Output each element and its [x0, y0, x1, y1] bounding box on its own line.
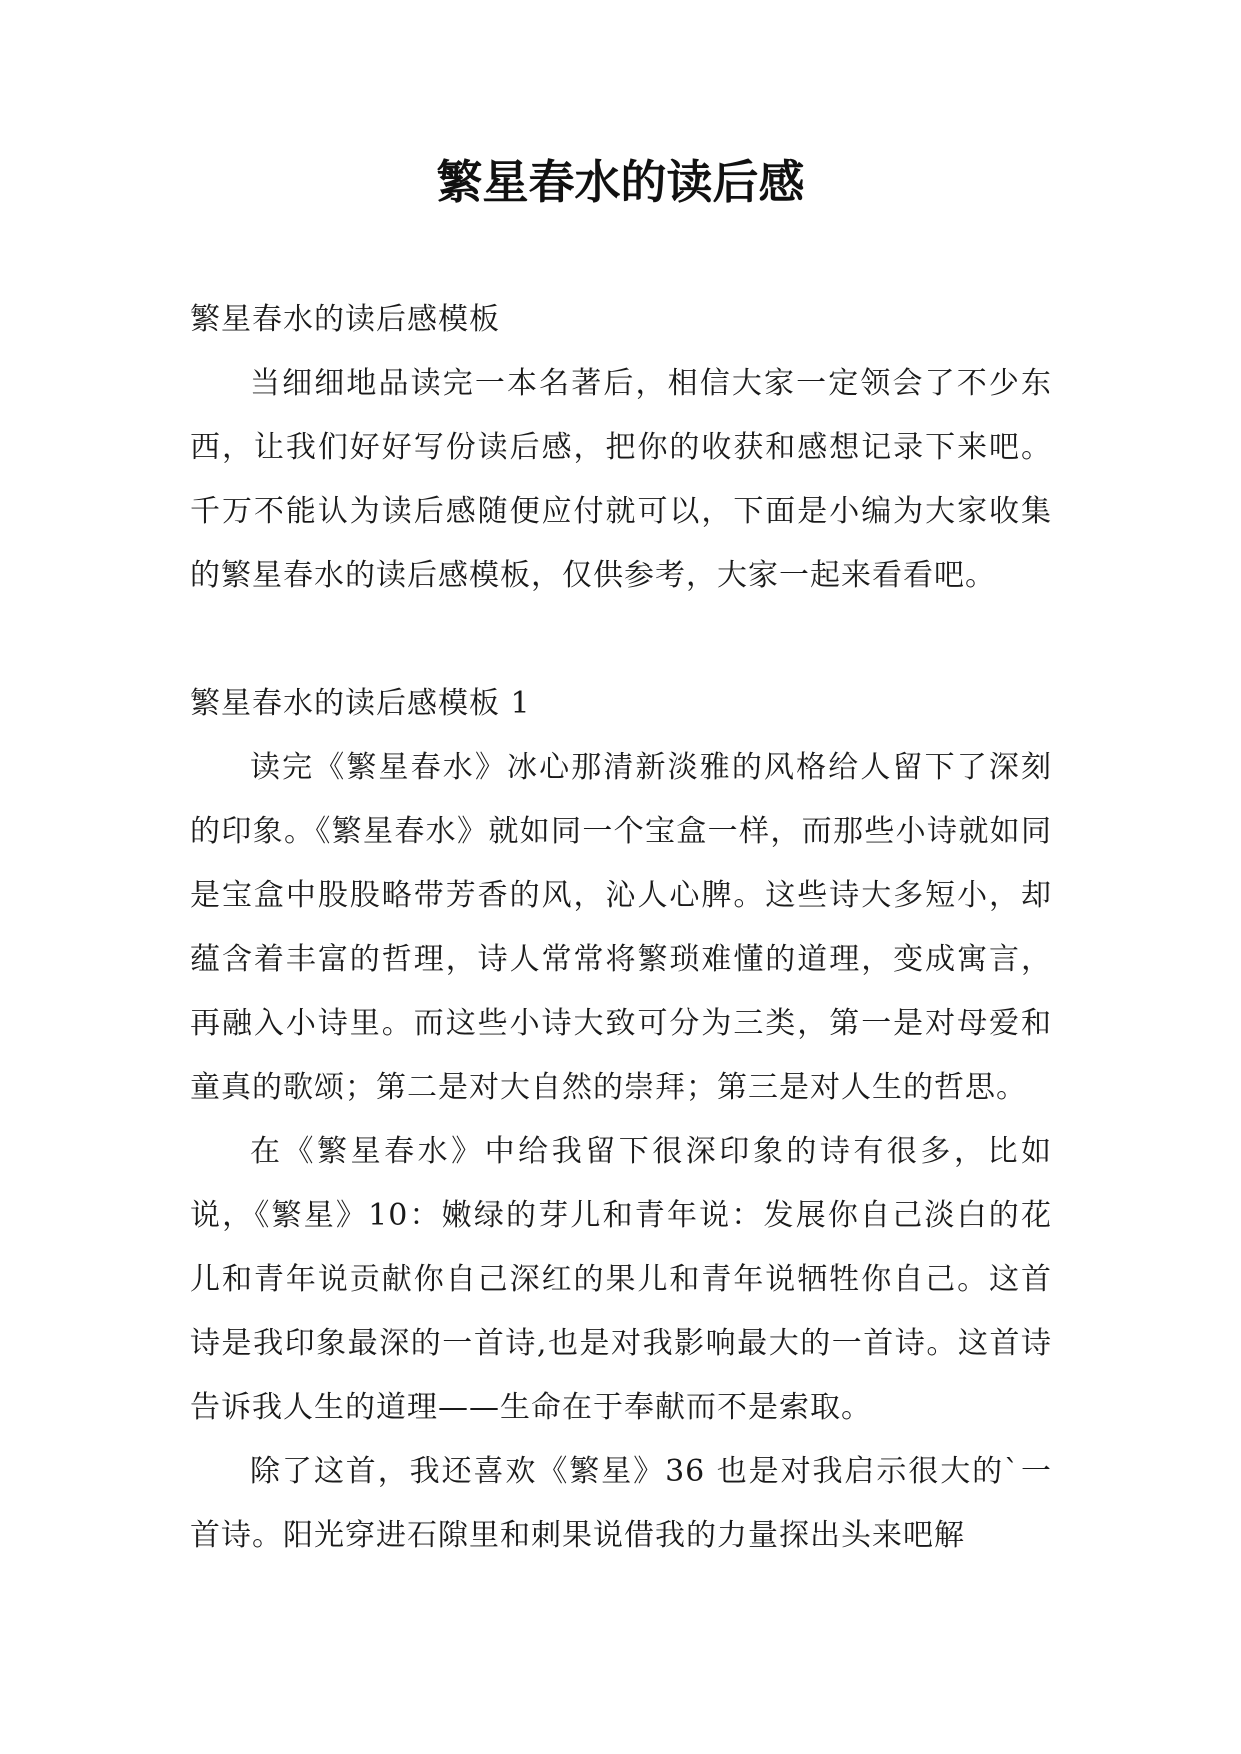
intro-paragraph: 当细细地品读完一本名著后，相信大家一定领会了不少东西，让我们好好写份读后感，把你的收获和感想记录下来吧。千万不能认为读后感随便应付就可以，下面是小编为大家收集的繁星春水的读后感模板，仅供参考，大家一起来看看吧。 [190, 366, 1052, 593]
body-paragraph: 在《繁星春水》中给我留下很深印象的诗有很多，比如说，《繁星》10：嫩绿的芽儿和青年说：发展你自己淡白的花儿和青年说贡献你自己深红的果儿和青年说牺牲你自己。这首诗是我印象最深的一首诗,也是对我影响最大的一首诗。这首诗告诉我人生的道理——生命在于奉献而不是索取。 [190, 1134, 1052, 1425]
document-body [190, 288, 1052, 1568]
paragraph-spacer [190, 608, 1052, 672]
section-heading: 繁星春水的读后感模板 [190, 302, 500, 337]
template-heading: 繁星春水的读后感模板 1 [190, 686, 531, 721]
body-paragraph: 除了这首，我还喜欢《繁星》36 也是对我启示很大的`一首诗。阳光穿进石隙里和刺果说借我的力量探出头来吧解 [190, 1454, 1052, 1553]
body-paragraph: 读完《繁星春水》冰心那清新淡雅的风格给人留下了深刻的印象。《繁星春水》就如同一个宝盒一样，而那些小诗就如同是宝盒中股股略带芳香的风，沁人心脾。这些诗大多短小，却蕴含着丰富的哲理，诗人常常将繁琐难懂的道理，变成寓言，再融入小诗里。而这些小诗大致可分为三类，第一是对母爱和童真的歌颂；第二是对大自然的崇拜；第三是对人生的哲思。 [190, 750, 1052, 1105]
document-title: 繁星春水的读后感 [436, 155, 805, 209]
